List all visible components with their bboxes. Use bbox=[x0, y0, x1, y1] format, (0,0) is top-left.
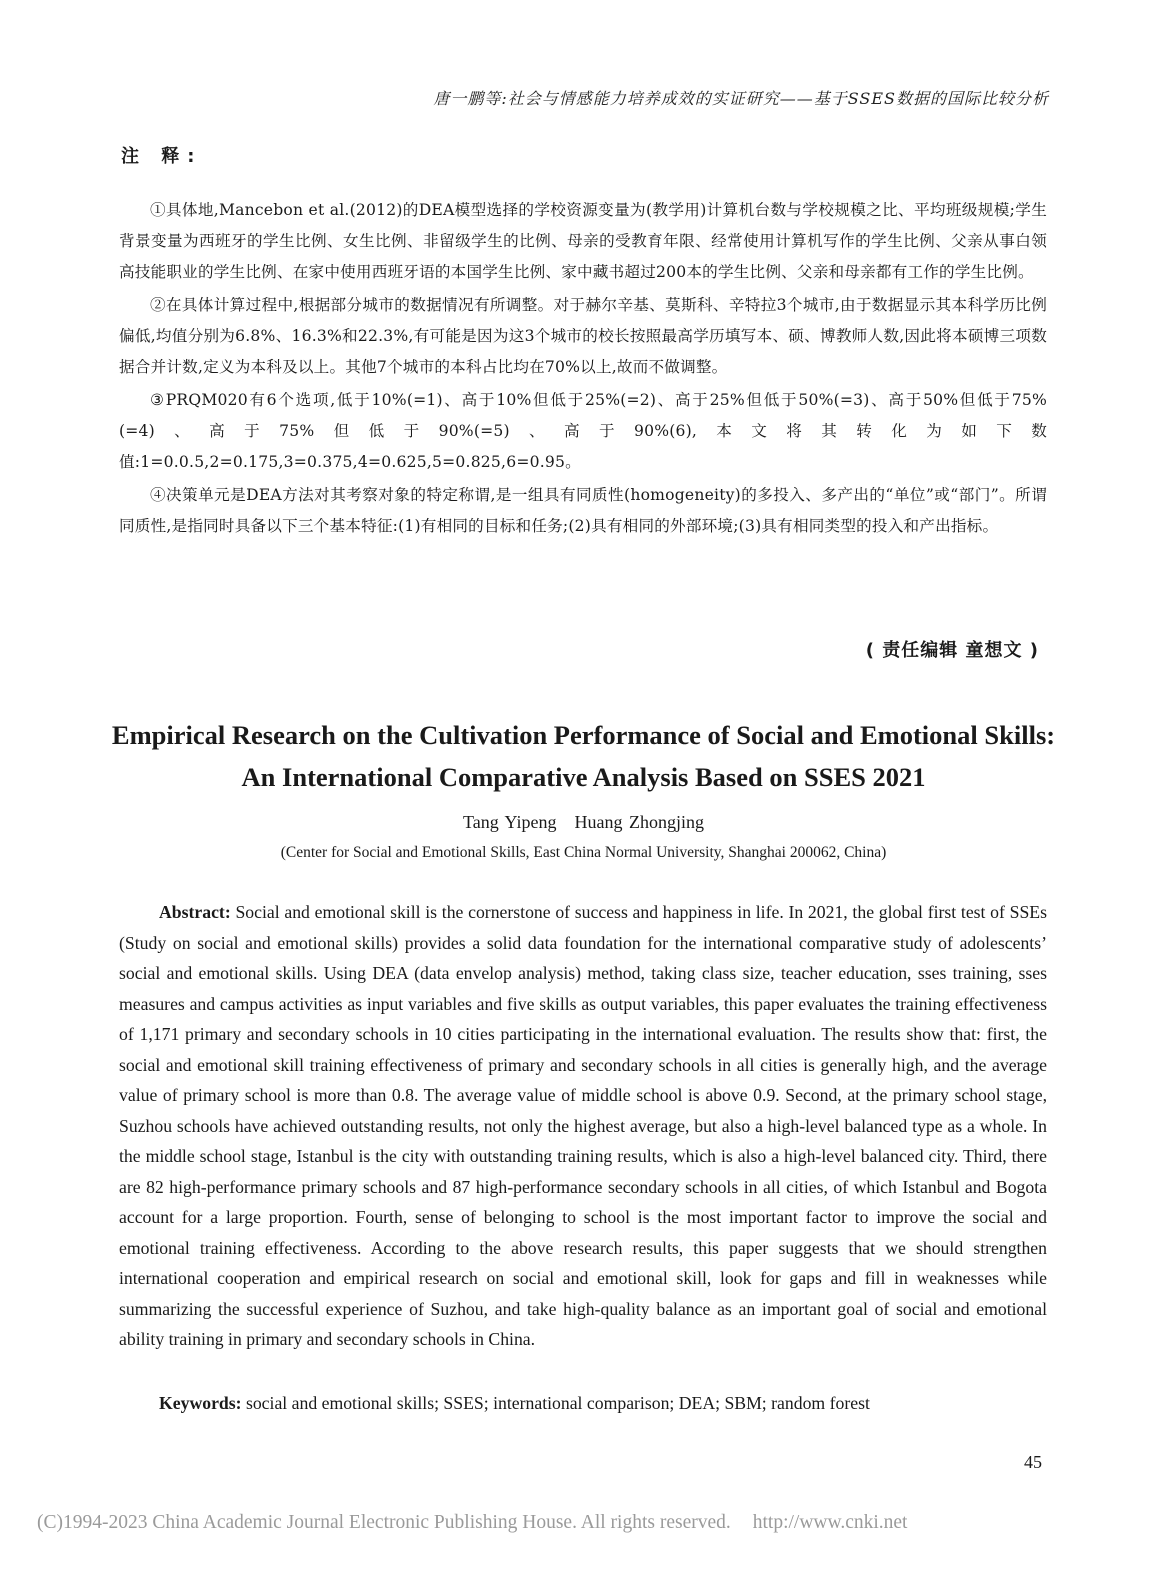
copyright-text: (C)1994-2023 China Academic Journal Electronic Publishing House. All rights reserved. bbox=[37, 1512, 731, 1533]
author-1: Tang Yipeng bbox=[462, 812, 557, 832]
abstract bbox=[119, 897, 1047, 1355]
abstract-label: Abstract: bbox=[159, 902, 231, 922]
author-2: Huang Zhongjing bbox=[574, 812, 705, 832]
note-2: ②在具体计算过程中,根据部分城市的数据情况有所调整。对于赫尔辛基、莫斯科、辛特拉3个城市,由于数据显示其本科学历比例偏低,均值分别为6.8%、16.3%和22.3%,有可能是因为这3个城市的校长按照最高学历填写本、硕、博教师人数,因此将本硕博三项数据合并计数,定义为本科及以上。其他7个城市的本科占比均在70%以上,故而不做调整。 bbox=[119, 296, 1047, 376]
responsible-editor: ( 责任编辑 童想文 ) bbox=[865, 640, 1039, 661]
running-header: 唐一鹏等:社会与情感能力培养成效的实证研究——基于SSES数据的国际比较分析 bbox=[433, 89, 1049, 108]
english-title: Empirical Research on the Cultivation Performance of Social and Emotional Skills: An International Comparative Analysis Based on SSES 2021 bbox=[111, 720, 1056, 792]
authors bbox=[0, 812, 1167, 833]
affiliation: (Center for Social and Emotional Skills, East China Normal University, Shanghai 200062, China) bbox=[280, 844, 887, 861]
page-number: 45 bbox=[1024, 1452, 1042, 1472]
footer-url: http://www.cnki.net bbox=[752, 1512, 908, 1533]
notes-heading: 注 释: bbox=[121, 146, 203, 167]
notes-section bbox=[119, 195, 1047, 542]
copyright-footer bbox=[37, 1512, 907, 1534]
abstract-text: Social and emotional skill is the cornerstone of success and happiness in life. In 2021, the global first test of SSEs (Study on social and emotional skills) provides a solid data foundation for the international comparative study of adolescents’ social and emotional skills. Using DEA (data envelop analysis) method, taking class size, teacher education, sses training, sses measures and campus activities as input variables and five skills as output variables, this paper evaluates the training effectiveness of 1,171 primary and secondary schools in 10 cities participating in the international evaluation. The results show that: first, the social and emotional skill training effectiveness of primary and secondary schools in all cities is generally high, and the average value of primary school is more than 0.8. The average value of middle school is above 0.9. Second, at the primary school stage, Suzhou schools have achieved outstanding results, not only the highest average, but also a high-level balanced type as a whole. In the middle school stage, Istanbul is the city with outstanding training results, which is also a high-level balanced city. Third, there are 82 high-performance primary schools and 87 high-performance secondary schools in all cities, of which Istanbul and Bogota account for a large proportion. Fourth, sense of belonging to school is the most important factor to improve the social and emotional training effectiveness. According to the above research results, this paper suggests that we should strengthen international cooperation and empirical research on social and emotional skill, look for gaps and fill in weaknesses while summarizing the successful experience of Suzhou, and take high-quality balance as an important goal of social and emotional ability training in primary and secondary schools in China. bbox=[119, 902, 1047, 1349]
note-4: ④决策单元是DEA方法对其考察对象的特定称谓,是一组具有同质性(homogeneity)的多投入、多产出的“单位”或“部门”。所谓同质性,是指同时具备以下三个基本特征:(1)有相同的目标和任务;(2)具有相同的外部环境;(3)具有相同类型的投入和产出指标。 bbox=[119, 486, 1047, 535]
note-1: ①具体地,Mancebon et al.(2012)的DEA模型选择的学校资源变量为(教学用)计算机台数与学校规模之比、平均班级规模;学生背景变量为西班牙的学生比例、女生比例、非留级学生的比例、母亲的受教育年限、经常使用计算机写作的学生比例、父亲从事白领高技能职业的学生比例、在家中使用西班牙语的本国学生比例、家中藏书超过200本的学生比例、父亲和母亲都有工作的学生比例。 bbox=[119, 201, 1047, 281]
note-3: ③PRQM020有6个选项,低于10%(=1)、高于10%但低于25%(=2)、高于25%但低于50%(=3)、高于50%但低于75%(=4)、高于75%但低于90%(=5)、高于90%(6),本文将其转化为如下数值:1=0.0.5,2=0.175,3=0.375,4=0.625,5=0.825,6=0.95。 bbox=[119, 391, 1047, 471]
keywords bbox=[119, 1388, 1047, 1418]
keywords-text: social and emotional skills; SSES; international comparison; DEA; SBM; random forest bbox=[241, 1393, 870, 1413]
keywords-label: Keywords: bbox=[159, 1393, 242, 1413]
